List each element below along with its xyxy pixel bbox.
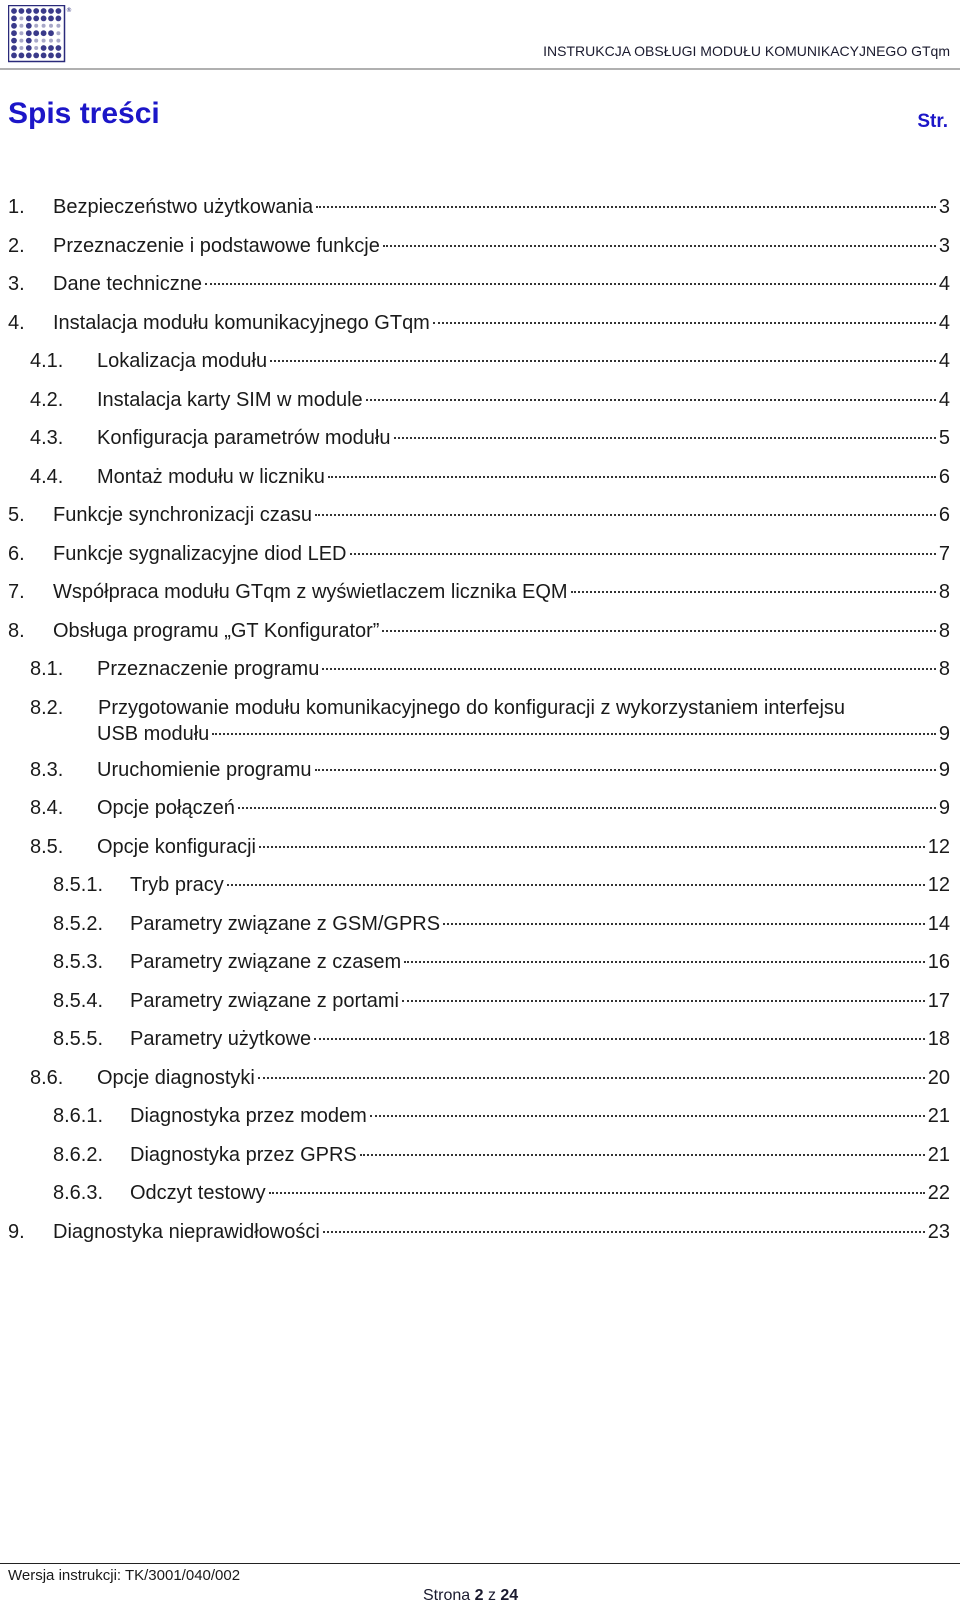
toc-entry-8-6-3[interactable] [8,1174,950,1213]
leader-dots [328,476,936,478]
leader-dots [315,769,936,771]
toc-entry-text: Parametry związane z GSM/GPRS [130,912,441,935]
toc-entry-4-2[interactable] [8,381,950,420]
toc-entry-page: 9 [938,722,950,745]
toc-entry-text: Przeznaczenie i podstawowe funkcje [53,234,380,257]
toc-entry-text: Obsługa programu „GT Konfigurator” [53,619,380,642]
leader-dots [238,807,936,809]
leader-dots [383,245,936,247]
toc-entry-text: Dane techniczne [53,273,202,295]
toc-entry-number: 8.6.1. [53,1105,104,1127]
leader-dots [205,283,936,285]
toc-entry-3[interactable] [8,265,950,304]
leader-dots [315,514,936,516]
leader-dots [269,1192,925,1194]
toc-entry-page: 9 [938,758,950,781]
toc-entry-7[interactable] [8,573,950,612]
toc-entry-8-6-2[interactable] [8,1136,950,1175]
page-separator: z [487,1587,496,1604]
document-header-title: INSTRUKCJA OBSŁUGI MODUŁU KOMUNIKACYJNEGO GTqm [543,43,950,59]
toc-entry-page: 18 [927,1028,950,1050]
page-prefix: Strona [423,1587,471,1604]
toc-entry-8-6-1[interactable] [8,1097,950,1136]
toc-entry-number: 9. [8,1220,25,1243]
toc-entry-text: Uruchomienie programu [97,758,312,781]
toc-entry-page: 16 [927,951,950,973]
toc-entry-page: 6 [938,504,950,526]
toc-entry-2[interactable] [8,227,950,266]
leader-dots [394,437,936,439]
toc-entry-8-2[interactable] [8,689,950,751]
toc-entry-text-line1: Przygotowanie modułu komunikacyjnego do konfiguracji z wykorzystaniem interfejsu [98,696,846,719]
toc-entry-number: 8.6. [30,1066,64,1089]
toc-entry-text: Instalacja karty SIM w module [97,388,363,411]
toc-entry-text: Współpraca modułu GTqm z wyświetlaczem licznika EQM [53,581,568,603]
toc-entry-8-5-5[interactable] [8,1020,950,1059]
toc-entry-text: Odczyt testowy [130,1182,266,1204]
toc-entry-page: 4 [938,273,950,295]
toc-entry-page: 20 [927,1066,950,1089]
toc-entry-page: 4 [938,311,950,334]
toc-entry-number: 8.1. [30,658,64,680]
toc-entry-page: 21 [927,1143,950,1166]
toc-entry-5[interactable] [8,496,950,535]
leader-dots [350,553,936,555]
toc-title: Spis treści [8,97,160,130]
header-divider [0,68,960,70]
toc-entry-number: 8.3. [30,758,64,781]
toc-entry-number: 8.5.3. [53,951,104,973]
toc-entry-page: 3 [938,234,950,257]
toc-entry-8-3[interactable] [8,751,950,790]
leader-dots [360,1154,925,1156]
toc-entry-text: Przeznaczenie programu [97,658,320,680]
toc-entry-9[interactable] [8,1213,950,1252]
toc-entry-number: 8.5.5. [53,1028,104,1050]
leader-dots [443,923,925,925]
toc-entry-8-5-2[interactable] [8,905,950,944]
toc-entry-page: 23 [927,1220,950,1243]
toc-entry-number: 4. [8,311,25,334]
toc-entry-8-5-1[interactable] [8,866,950,905]
toc-entry-text: Opcje połączeń [97,797,235,819]
toc-entry-text: Parametry związane z czasem [130,951,402,973]
leader-dots [258,1077,925,1079]
toc-entry-number: 4.3. [30,427,64,449]
toc-entry-number: 6. [8,542,25,565]
toc-entry-number: 3. [8,273,25,295]
toc-entry-8-5-4[interactable] [8,982,950,1021]
toc-entry-page: 4 [938,388,950,411]
leader-dots [370,1115,925,1117]
leader-dots [404,961,925,963]
toc-entry-4-3[interactable] [8,419,950,458]
toc-entry-page: 5 [938,427,950,449]
page-current: 2 [474,1587,484,1604]
leader-dots [227,884,925,886]
toc-entry-page: 8 [938,658,950,680]
toc-entry-text: Diagnostyka przez GPRS [130,1143,357,1166]
toc-entry-number: 8.6.2. [53,1143,104,1166]
toc-entry-number: 4.1. [30,350,64,372]
toc-entry-4[interactable] [8,304,950,343]
toc-entry-page: 17 [927,989,950,1012]
svg-text:®: ® [66,7,72,14]
page-total: 24 [500,1587,519,1604]
toc-entry-8[interactable] [8,612,950,651]
toc-entry-number: 8.5. [30,835,64,858]
leader-dots [323,1231,925,1233]
toc-entry-page: 14 [927,912,950,935]
toc-entry-6[interactable] [8,535,950,574]
toc-entry-text: Opcje konfiguracji [97,835,256,858]
toc-entry-8-6[interactable] [8,1059,950,1098]
toc-entry-text: Funkcje synchronizacji czasu [53,504,312,526]
toc-entry-text: Tryb pracy [130,874,224,896]
toc-entry-text: Instalacja modułu komunikacyjnego GTqm [53,311,430,334]
toc-entry-text: Opcje diagnostyki [97,1066,255,1089]
toc-entry-number: 8.5.4. [53,989,104,1012]
toc-entry-page: 7 [938,542,950,565]
toc-entry-4-1[interactable] [8,342,950,381]
toc-entry-page: 8 [938,619,950,642]
toc-entry-1[interactable] [8,188,950,227]
toc-entry-text: Bezpieczeństwo użytkowania [53,196,314,218]
toc-entry-page: 12 [927,874,950,896]
toc-entry-page: 3 [938,196,950,218]
leader-dots [571,591,936,593]
toc-entry-text: Montaż modułu w liczniku [97,465,325,488]
toc-entry-page: 9 [938,797,950,819]
page-indicator [423,1587,518,1605]
toc-entry-text-line2: USB modułu [97,722,210,745]
leader-dots [366,399,936,401]
leader-dots [212,733,936,735]
toc-entry-text: Parametry związane z portami [130,989,399,1012]
toc-entry-text: Lokalizacja modułu [97,350,268,372]
leader-dots [382,630,935,632]
toc-entry-number: 8.2. [30,696,64,719]
document-version: Wersja instrukcji: TK/3001/040/002 [8,1567,241,1584]
company-logo-icon [8,5,72,65]
leader-dots [322,668,936,670]
toc-entry-number: 5. [8,504,25,526]
toc-entry-number: 8.5.1. [53,874,104,896]
toc-entry-text: Parametry użytkowe [130,1028,312,1050]
toc-entry-number: 4.4. [30,465,64,488]
toc-entry-number: 7. [8,581,25,603]
toc-entry-page: 22 [927,1182,950,1204]
toc-entry-page: 6 [938,465,950,488]
leader-dots [270,360,936,362]
leader-dots [316,206,936,208]
toc-entry-8-1[interactable] [8,650,950,689]
toc-entry-number: 8.5.2. [53,912,104,935]
toc-entry-text: Funkcje sygnalizacyjne diod LED [53,542,347,565]
toc-entry-number: 2. [8,234,25,257]
toc-entry-page: 21 [927,1105,950,1127]
toc-entry-8-5-3[interactable] [8,943,950,982]
leader-dots [259,846,925,848]
toc-entry-text: Diagnostyka nieprawidłowości [53,1220,320,1243]
leader-dots [402,1000,925,1002]
toc-entry-text: Konfiguracja parametrów modułu [97,427,391,449]
page-header [0,0,960,70]
leader-dots [314,1038,925,1040]
toc-entry-number: 8. [8,619,25,642]
toc-entry-page: 12 [927,835,950,858]
toc-entry-number: 8.4. [30,797,64,819]
toc-entry-text: Diagnostyka przez modem [130,1105,367,1127]
toc-entry-8-5[interactable] [8,828,950,867]
toc-entry-number: 4.2. [30,388,64,411]
footer-divider [0,1563,960,1564]
toc-entry-number: 8.6.3. [53,1182,104,1204]
toc-entry-number: 1. [8,196,25,218]
leader-dots [433,322,936,324]
table-of-contents [8,188,950,1251]
toc-page-column-label: Str. [917,111,948,132]
toc-entry-8-4[interactable] [8,789,950,828]
toc-entry-4-4[interactable] [8,458,950,497]
toc-entry-page: 8 [938,581,950,603]
toc-entry-page: 4 [938,350,950,372]
